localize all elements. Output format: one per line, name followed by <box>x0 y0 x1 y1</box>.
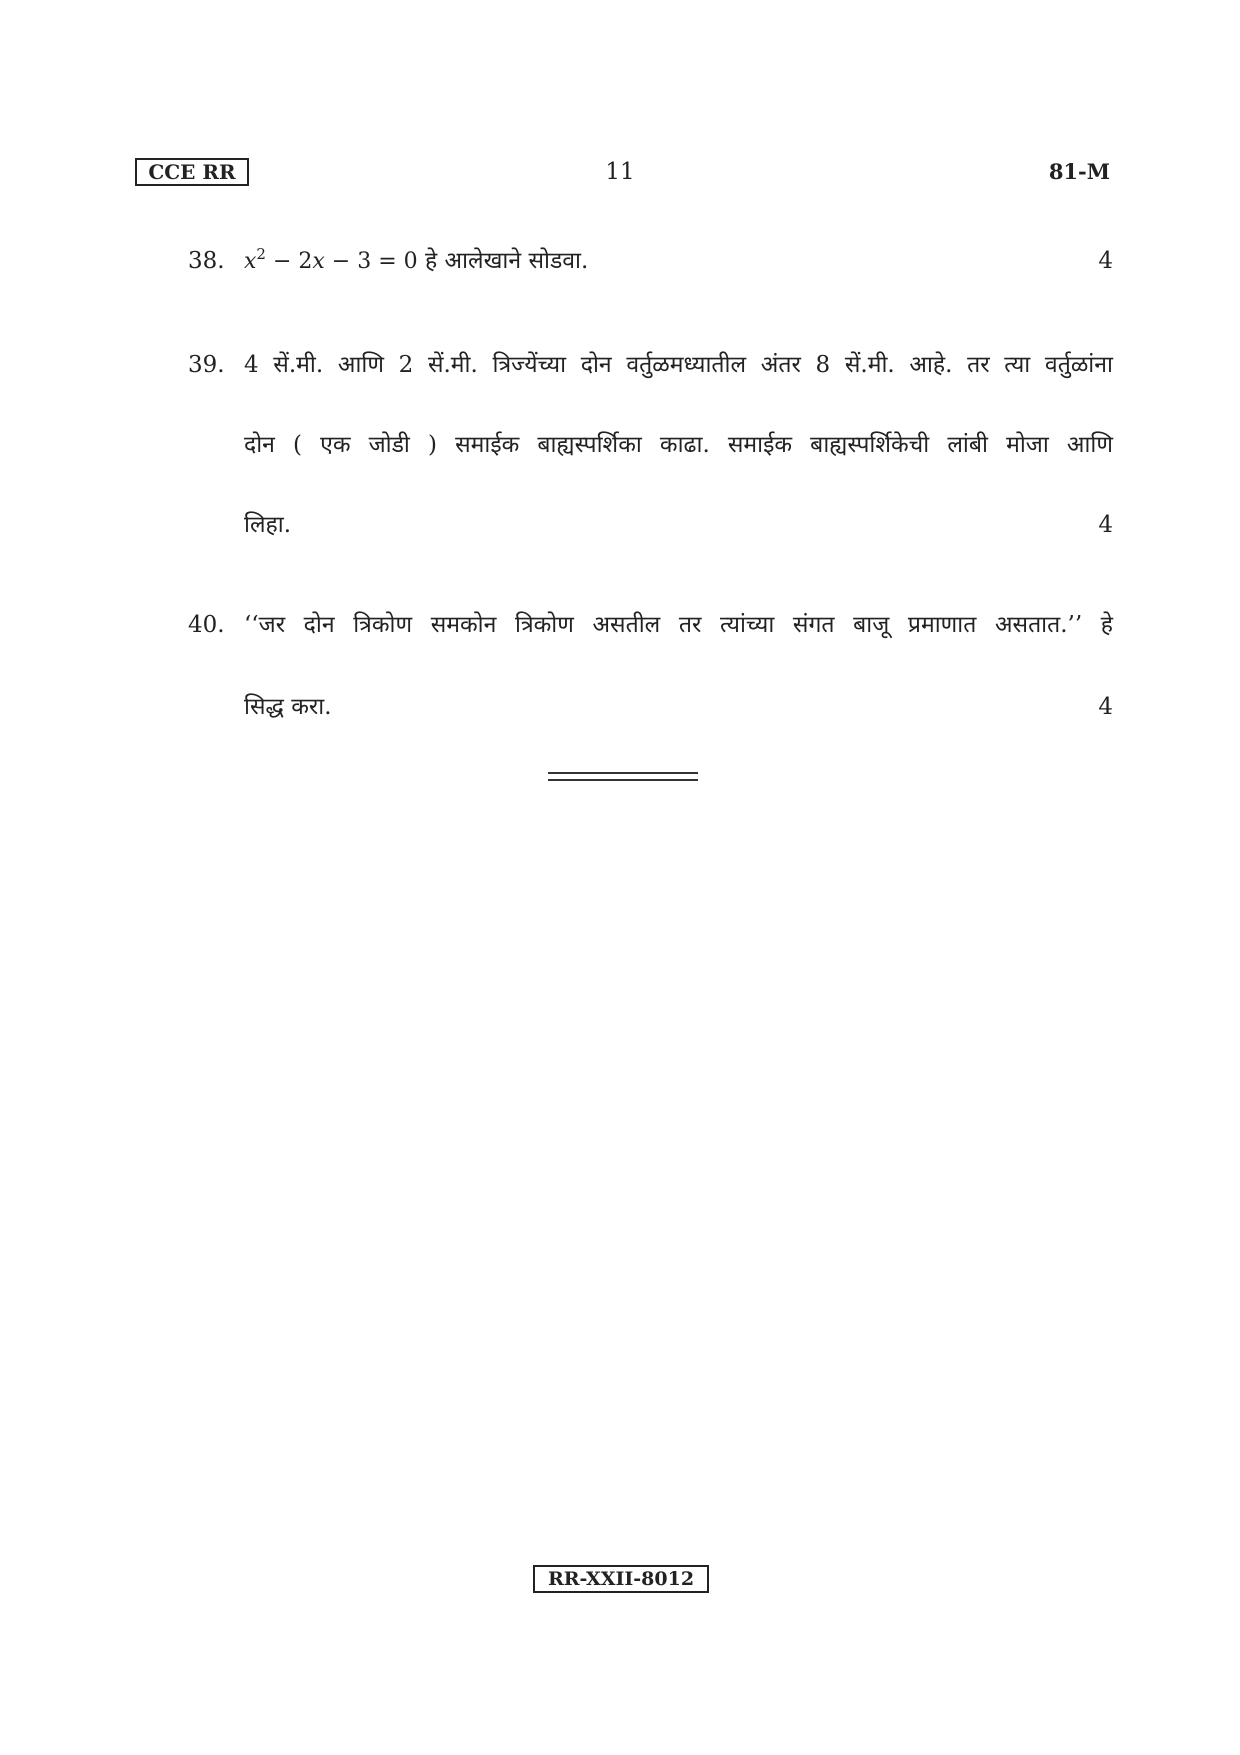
marks: 4 <box>1098 248 1113 274</box>
paper-code: 81-M <box>1048 159 1110 184</box>
equation-part: − 3 = 0 <box>324 249 418 274</box>
question-line: दोन ( एक जोडी ) समाईक बाह्यस्पर्शिका काढा. समाईक बाह्यस्पर्शिकेची लांबी मोजा आणि <box>244 432 1113 458</box>
question-number: 39. <box>188 352 225 378</box>
equation <box>244 245 418 274</box>
question-text <box>244 246 588 277</box>
marks: 4 <box>1098 512 1113 538</box>
question-line: 4 सें.मी. आणि 2 सें.मी. त्रिज्येंच्या दोन वर्तुळमध्यातील अंतर 8 सें.मी. आहे. तर त्या वर्तुळांना <box>244 352 1113 378</box>
end-divider <box>548 772 698 781</box>
exponent: 2 <box>256 245 266 263</box>
question-number: 40. <box>188 612 225 638</box>
question-line: सिद्ध करा. <box>244 694 332 720</box>
question-number: 38. <box>188 248 225 274</box>
variable-x: x <box>312 249 325 274</box>
question-text-tail: हे आलेखाने सोडवा. <box>417 248 589 274</box>
question-line: लिहा. <box>244 512 292 538</box>
variable-x: x <box>244 249 257 274</box>
footer-code-box: RR-XXII-8012 <box>533 1565 709 1593</box>
marks: 4 <box>1098 694 1113 720</box>
equation-part: − 2 <box>265 249 313 274</box>
question-line: ‘‘जर दोन त्रिकोण समकोन त्रिकोण असतील तर त्यांच्या संगत बाजू प्रमाणात असतात.’’ हे <box>244 612 1113 638</box>
page-number: 11 <box>605 159 635 185</box>
header-code-box: CCE RR <box>135 158 249 186</box>
